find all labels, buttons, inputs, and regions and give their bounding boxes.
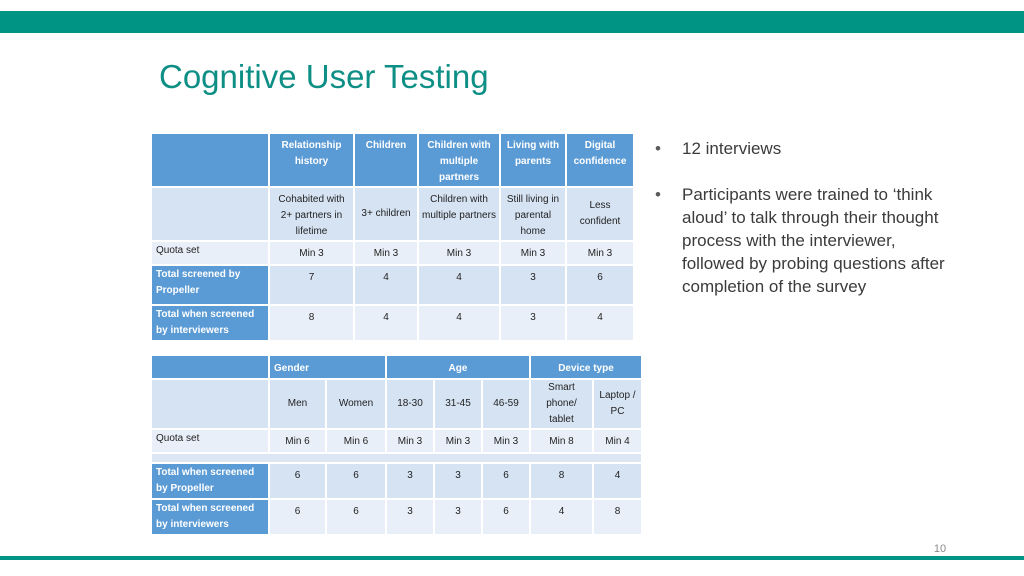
table2-subheader-row: [151, 379, 642, 429]
table2-subheader-blank: [151, 379, 269, 429]
table2-cell: 3: [386, 463, 434, 499]
table1-header-cell: Children: [354, 133, 418, 187]
table2-group-device: Device type: [530, 355, 642, 379]
table2-cell: 3: [434, 499, 482, 535]
table1-cell: 4: [354, 305, 418, 341]
table2-cell: 6: [269, 463, 326, 499]
table1-criteria-cell: Still living in parental home: [500, 187, 566, 241]
table2-quota-cell: Min 3: [434, 429, 482, 453]
table2-cell: 6: [326, 463, 386, 499]
table2-cell: 6: [269, 499, 326, 535]
table2-cell: 4: [593, 463, 642, 499]
table2-subheader-cell: Women: [326, 379, 386, 429]
table1-header-cell: Children with multiple partners: [418, 133, 500, 187]
table2-cell: 3: [386, 499, 434, 535]
table2-quota-label: Quota set: [151, 429, 269, 453]
table1-cell: 3: [500, 305, 566, 341]
table1-cell: 4: [418, 305, 500, 341]
table2-spacer: [151, 453, 642, 463]
table1-header-cell: Digital confidence: [566, 133, 634, 187]
table1-corner: [151, 133, 269, 187]
table2-subheader-cell: 31-45: [434, 379, 482, 429]
table1-header-row: [151, 133, 634, 187]
table2-subheader-cell: Smart phone/ tablet: [530, 379, 593, 429]
table2-quota-cell: Min 6: [269, 429, 326, 453]
slide-title: Cognitive User Testing: [159, 58, 489, 95]
table2-subheader-cell: Laptop / PC: [593, 379, 642, 429]
table1-cell: 4: [566, 305, 634, 341]
bullet-item: • 12 interviews: [655, 137, 955, 160]
table2-quota-cell: Min 4: [593, 429, 642, 453]
table2-group-gender: Gender: [269, 355, 386, 379]
table2-cell: 4: [530, 499, 593, 535]
table2-spacer-row: [151, 453, 642, 463]
table2-quota-row: [151, 429, 642, 453]
table1-quota-cell: Min 3: [269, 241, 354, 265]
table2-subheader-cell: 46-59: [482, 379, 530, 429]
table2-subheader-cell: 18-30: [386, 379, 434, 429]
table1-quota-row: [151, 241, 634, 265]
table2-quota-cell: Min 8: [530, 429, 593, 453]
footer-accent-bar: [0, 556, 1024, 560]
table2-cell: 6: [482, 499, 530, 535]
table2-quota-cell: Min 6: [326, 429, 386, 453]
table2-row-label: Total when screened by Propeller: [151, 463, 269, 499]
table2-cell: 8: [530, 463, 593, 499]
table1-cell: 8: [269, 305, 354, 341]
table1-criteria-cell: Less confident: [566, 187, 634, 241]
table2-cell: 6: [326, 499, 386, 535]
table2-cell: 3: [434, 463, 482, 499]
table2-subheader-cell: Men: [269, 379, 326, 429]
quota-table-relationships: [150, 132, 635, 342]
table2-quota-cell: Min 3: [386, 429, 434, 453]
table1-interviewers-row: [151, 305, 634, 341]
table2-interviewers-row: [151, 499, 642, 535]
table1-header-cell: Living with parents: [500, 133, 566, 187]
table1-cell: 4: [418, 265, 500, 305]
table1-criteria-row: [151, 187, 634, 241]
table1-header-cell: Relationship history: [269, 133, 354, 187]
table1-cell: 4: [354, 265, 418, 305]
table1-propeller-row: [151, 265, 634, 305]
table1-criteria-cell: 3+ children: [354, 187, 418, 241]
table1-criteria-label: [151, 187, 269, 241]
table1-quota-cell: Min 3: [566, 241, 634, 265]
table1-quota-cell: Min 3: [418, 241, 500, 265]
header-accent-bar: [0, 11, 1024, 33]
table1-criteria-cell: Cohabited with 2+ partners in lifetime: [269, 187, 354, 241]
page-number: 10: [933, 543, 947, 555]
table1-criteria-cell: Children with multiple partners: [418, 187, 500, 241]
quota-table-demographics: [150, 354, 643, 536]
table1-quota-cell: Min 3: [500, 241, 566, 265]
table1-cell: 7: [269, 265, 354, 305]
table2-corner: [151, 355, 269, 379]
table1-row-label: Total when screened by interviewers: [151, 305, 269, 341]
table1-row-label: Total screened by Propeller: [151, 265, 269, 305]
table2-propeller-row: [151, 463, 642, 499]
table2-group-row: [151, 355, 642, 379]
bullet-item: • Participants were trained to ‘think aloud’ to talk through their thought process with the interviewer, followed by probing questions after completion of the survey: [655, 183, 955, 298]
table2-row-label: Total when screened by interviewers: [151, 499, 269, 535]
table2-cell: 6: [482, 463, 530, 499]
table1-cell: 6: [566, 265, 634, 305]
table2-quota-cell: Min 3: [482, 429, 530, 453]
bullet-list: [655, 137, 955, 298]
table2-cell: 8: [593, 499, 642, 535]
table1-cell: 3: [500, 265, 566, 305]
table1-quota-label: Quota set: [151, 241, 269, 265]
table1-quota-cell: Min 3: [354, 241, 418, 265]
table2-group-age: Age: [386, 355, 530, 379]
